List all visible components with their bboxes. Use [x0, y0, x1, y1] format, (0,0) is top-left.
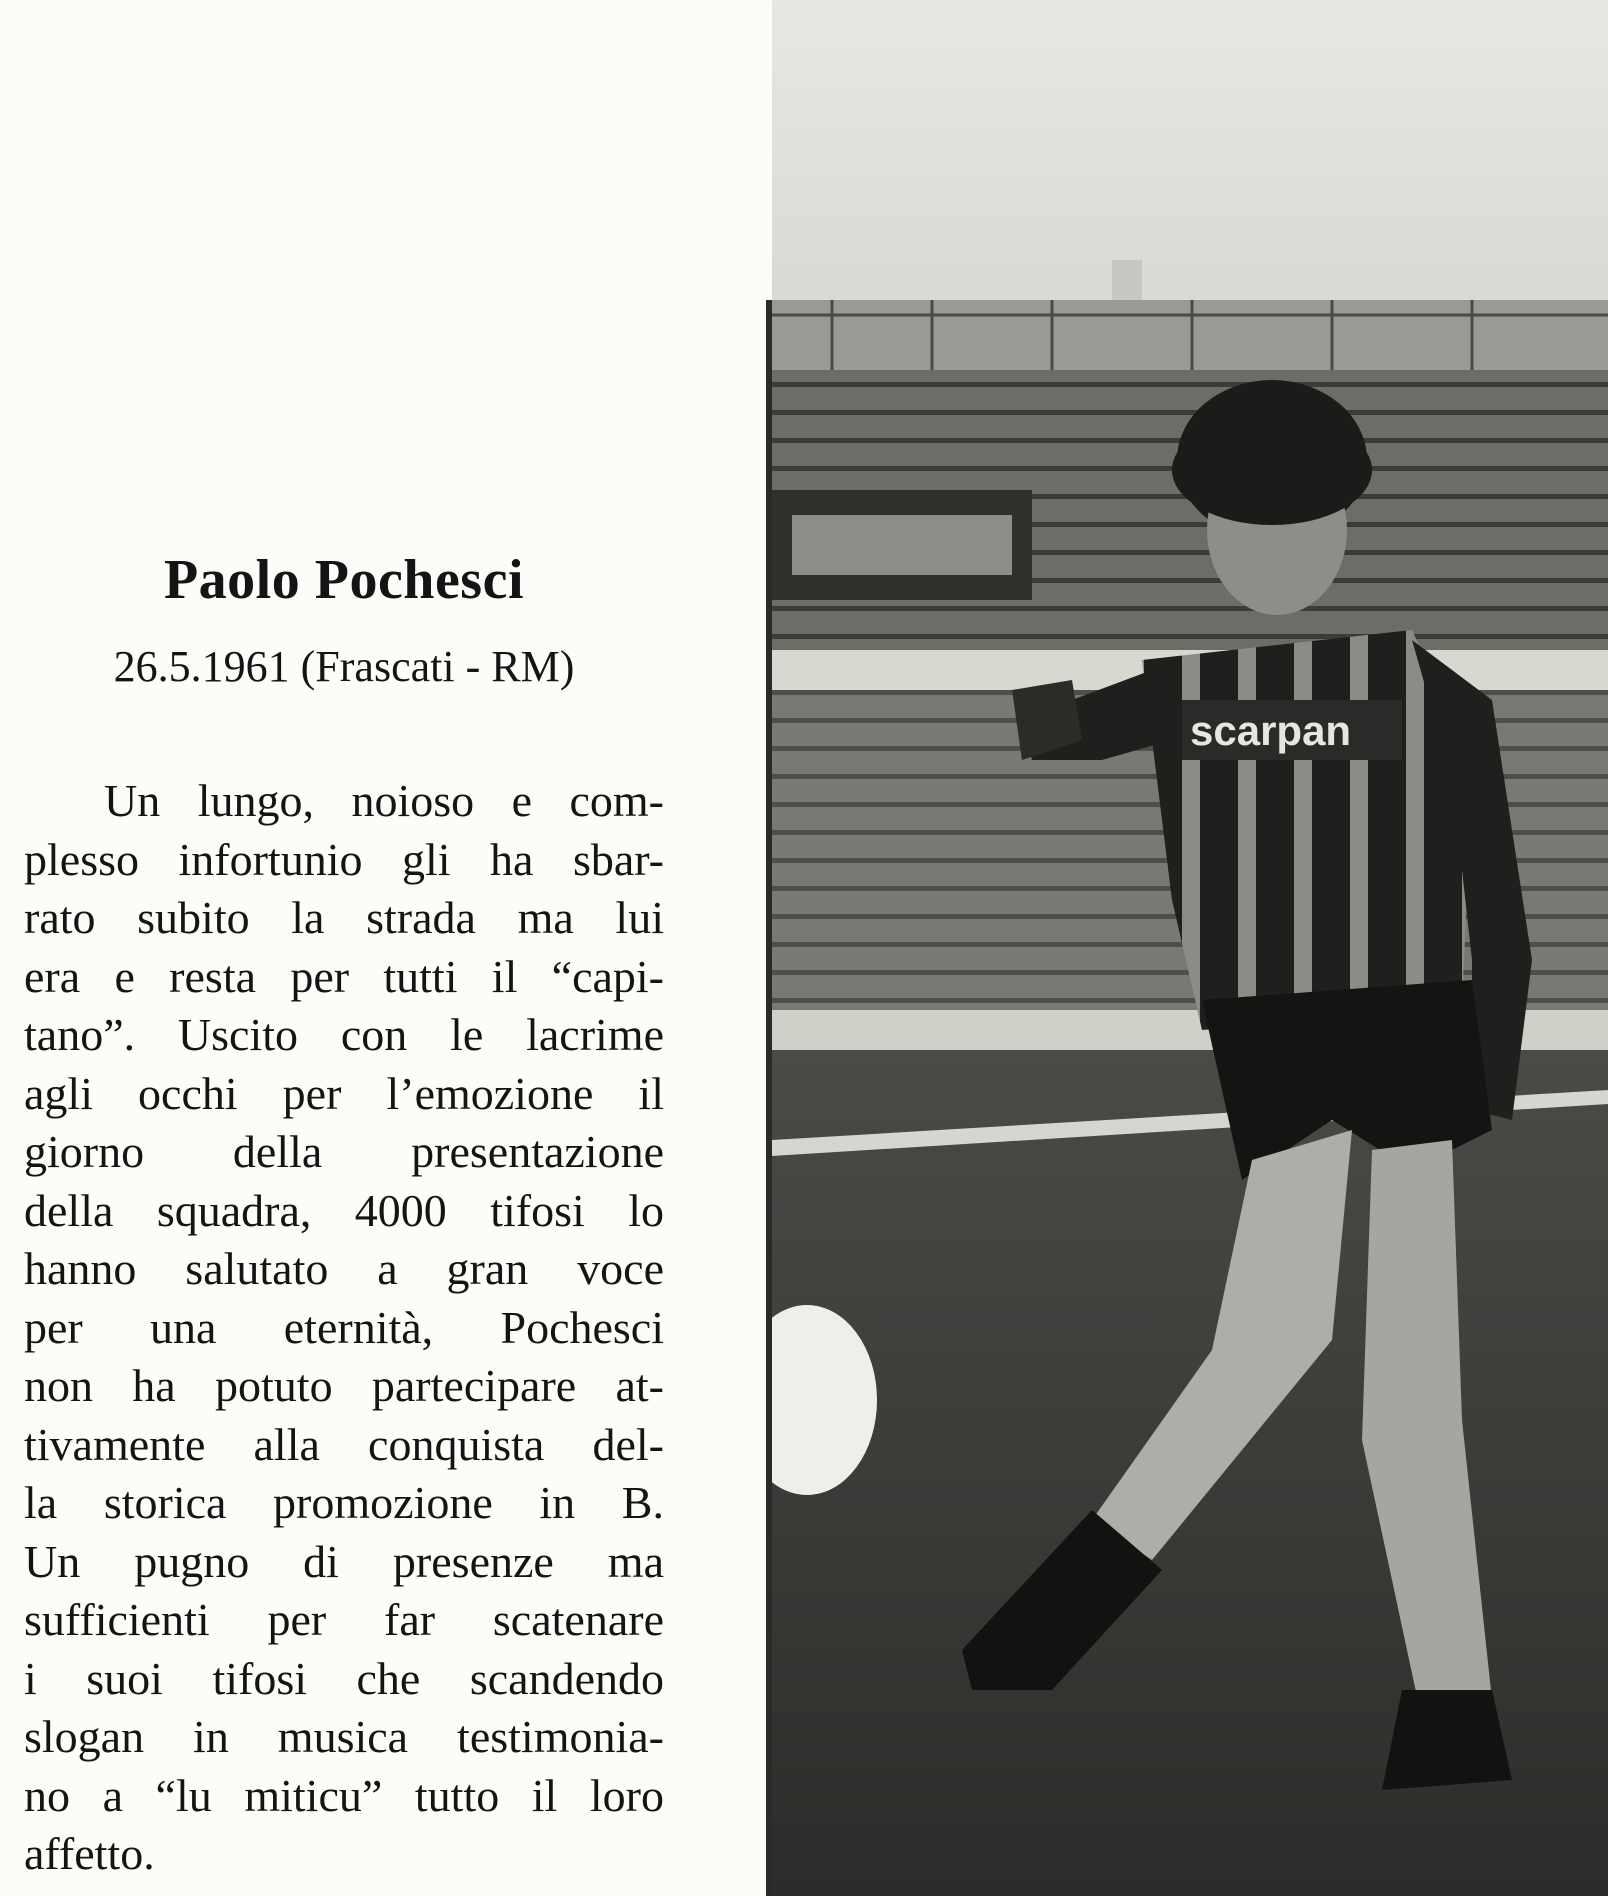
player-photo — [772, 0, 1608, 1896]
bio-line: Un pugno di presenze ma — [24, 1535, 664, 1587]
bio-line: della squadra, 4000 tifosi lo — [24, 1184, 664, 1236]
bio-line: hanno salutato a gran voce — [24, 1243, 664, 1294]
bio-line: rato subito la strada ma lui — [24, 892, 664, 943]
bio-line: slogan in musica testimonia- — [24, 1711, 664, 1762]
bio-line: plesso infortunio gli ha sbar- — [24, 833, 664, 885]
bio-line: no a “lu miticu” tutto il loro — [24, 1769, 664, 1821]
birth-info: 26.5.1961 (Frascati - RM) — [113, 642, 575, 691]
bio-line: la storica promozione in B. — [24, 1477, 664, 1528]
bio-line: era e resta per tutti il “capi- — [24, 950, 664, 1002]
bio-line: per una eternità, Pochesci — [24, 1301, 664, 1353]
bio-line: i suoi tifosi che scandendo — [24, 1652, 664, 1704]
text-column — [24, 0, 664, 1896]
jersey-sponsor: scarpan — [1190, 707, 1352, 754]
bio-line: non ha potuto partecipare at- — [24, 1360, 664, 1411]
bio-line: tano”. Uscito con le lacrime — [24, 1009, 664, 1060]
player-name: Paolo Pochesci — [163, 549, 525, 611]
biography — [24, 772, 664, 1884]
bio-line: tivamente alla conquista del- — [24, 1418, 664, 1470]
bio-line: giorno della presentazione — [24, 1126, 664, 1177]
bio-line: Un lungo, noioso e com- — [104, 775, 664, 826]
bio-line: agli occhi per l’emozione il — [24, 1067, 664, 1119]
bio-line: sufficienti per far scatenare — [24, 1594, 664, 1645]
bio-line: affetto. — [24, 1828, 155, 1879]
